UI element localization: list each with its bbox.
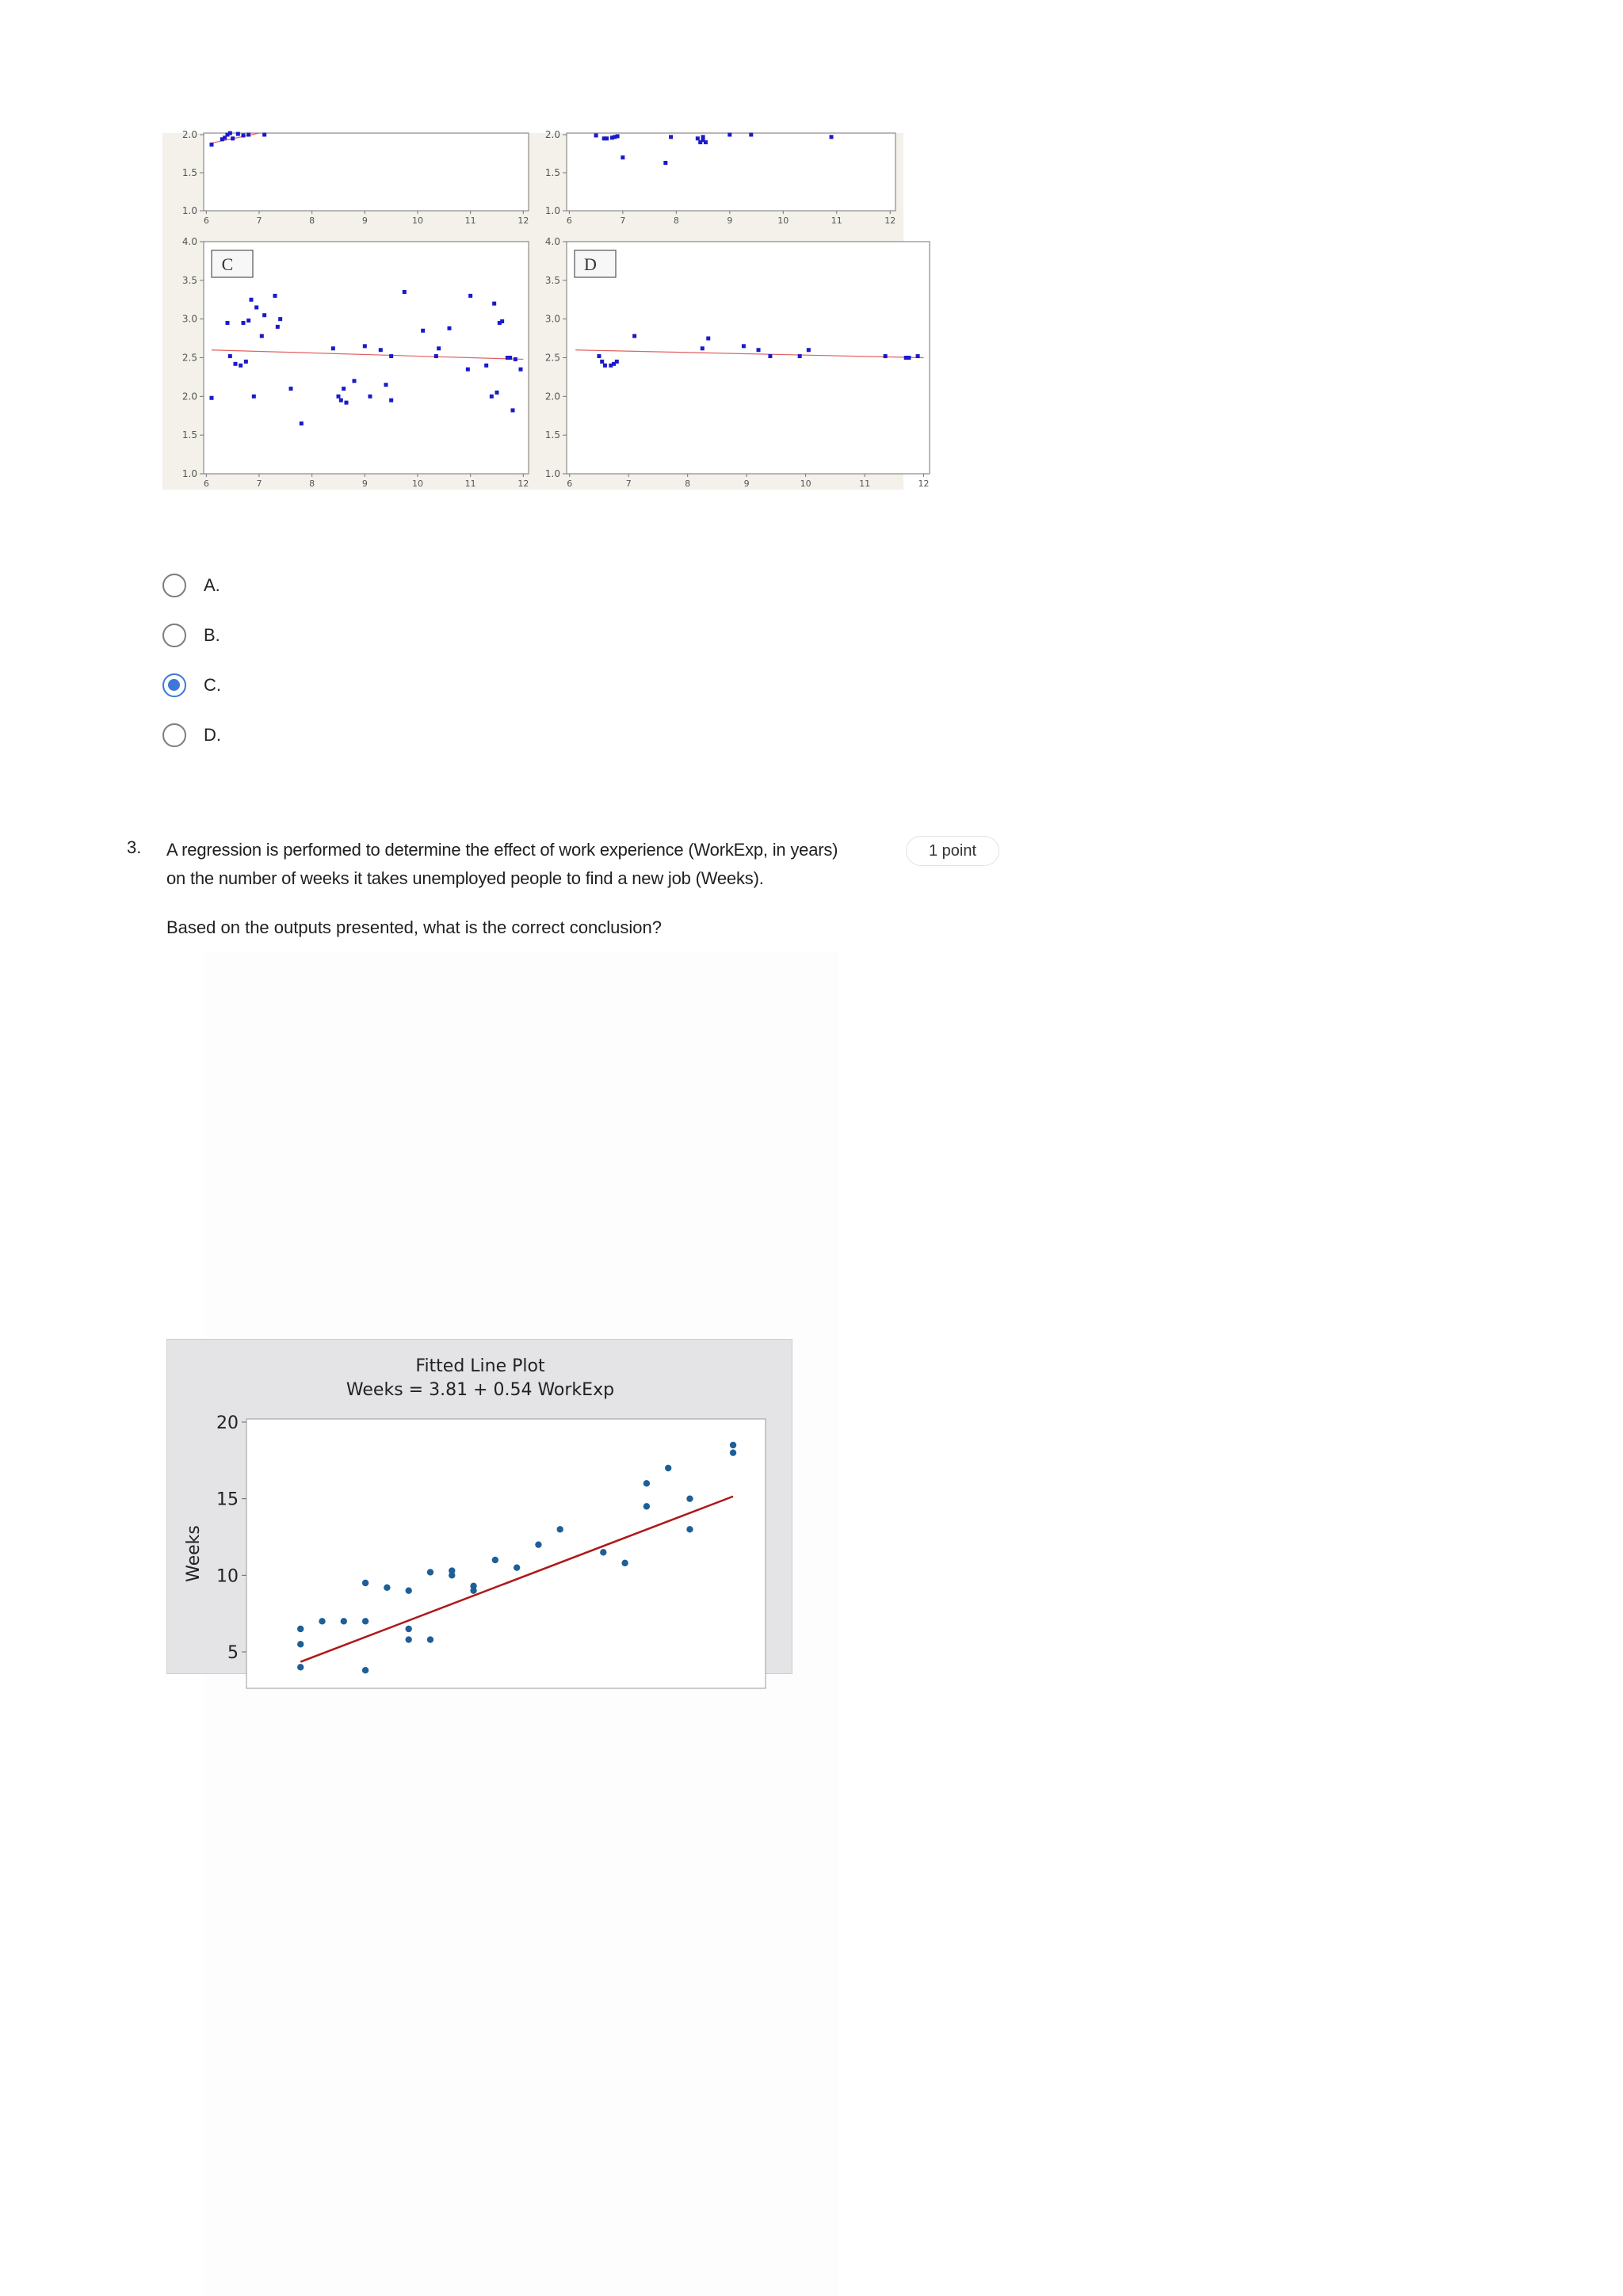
data-point bbox=[492, 1557, 498, 1563]
data-point bbox=[730, 1442, 736, 1448]
y-tick-label: 4.0 bbox=[181, 236, 197, 247]
data-point bbox=[273, 294, 277, 298]
data-point bbox=[605, 136, 609, 140]
data-point bbox=[669, 135, 673, 139]
data-point bbox=[643, 1480, 650, 1486]
data-point bbox=[250, 298, 254, 302]
data-point bbox=[484, 364, 488, 368]
data-point bbox=[514, 1564, 520, 1570]
data-point bbox=[665, 1465, 671, 1471]
x-tick-label: 7 bbox=[256, 215, 262, 226]
data-point bbox=[643, 1503, 650, 1509]
data-point bbox=[492, 302, 496, 306]
x-tick-label: 7 bbox=[256, 479, 262, 489]
y-tick-label: 1.0 bbox=[181, 468, 197, 479]
data-point bbox=[300, 421, 304, 425]
x-tick-label: 9 bbox=[361, 479, 368, 489]
scatter-panel-d bbox=[545, 236, 930, 489]
x-tick-label: 7 bbox=[620, 215, 626, 226]
data-point bbox=[242, 133, 246, 137]
data-point bbox=[260, 334, 264, 338]
data-point bbox=[557, 1526, 563, 1532]
x-tick-label: 11 bbox=[464, 479, 476, 489]
option-d-label: D. bbox=[204, 725, 221, 745]
chart-subtitle: Weeks = 3.81 + 0.54 WorkExp bbox=[346, 1380, 615, 1400]
y-tick-label: 2.5 bbox=[181, 352, 197, 364]
data-point bbox=[427, 1569, 433, 1575]
data-point bbox=[369, 395, 372, 399]
data-point bbox=[337, 395, 341, 399]
x-tick-label: 12 bbox=[918, 479, 930, 489]
data-point bbox=[226, 321, 230, 325]
data-point bbox=[379, 348, 383, 352]
x-tick-label: 6 bbox=[203, 215, 209, 226]
points-badge: 1 point bbox=[906, 836, 999, 866]
data-point bbox=[246, 318, 250, 322]
data-point bbox=[616, 134, 620, 138]
data-point bbox=[427, 1636, 433, 1642]
x-tick-label: 11 bbox=[464, 215, 476, 226]
option-c-label: C. bbox=[204, 675, 221, 695]
scatterplot-grid bbox=[162, 129, 930, 490]
data-point bbox=[600, 360, 604, 364]
fitted-line-plot-image bbox=[166, 1339, 792, 1674]
data-point bbox=[262, 313, 266, 317]
data-point bbox=[252, 395, 256, 399]
data-point bbox=[421, 329, 425, 333]
data-point bbox=[362, 1618, 369, 1624]
y-tick-label: 1.5 bbox=[544, 167, 560, 178]
option-c[interactable] bbox=[162, 670, 321, 700]
y-tick-label: 10 bbox=[216, 1566, 239, 1587]
y-tick-label: 5 bbox=[227, 1643, 239, 1663]
data-point bbox=[449, 1567, 455, 1573]
data-point bbox=[234, 362, 238, 366]
x-tick-label: 9 bbox=[727, 215, 733, 226]
question-text-line2: on the number of weeks it takes unemployed people to find a new job (Weeks). bbox=[166, 868, 764, 888]
data-point bbox=[686, 1495, 693, 1501]
data-point bbox=[600, 1549, 606, 1555]
data-point bbox=[297, 1664, 304, 1670]
question-prompt: Based on the outputs presented, what is the correct conclusion? bbox=[166, 917, 662, 937]
y-tick-label: 4.0 bbox=[544, 236, 560, 247]
y-tick-label: 3.0 bbox=[544, 313, 560, 325]
y-tick-label: 2.0 bbox=[181, 129, 197, 140]
data-point bbox=[490, 395, 494, 399]
question-number: 3. bbox=[127, 837, 142, 857]
data-point bbox=[236, 132, 240, 136]
data-point bbox=[244, 360, 248, 364]
y-tick-label: 2.0 bbox=[181, 391, 197, 402]
scatter-panel-0 bbox=[182, 129, 529, 226]
panel-label: C bbox=[221, 254, 234, 274]
x-tick-label: 8 bbox=[309, 215, 315, 226]
y-tick-label: 1.5 bbox=[181, 429, 197, 441]
plot-area bbox=[246, 1419, 766, 1688]
data-point bbox=[519, 368, 523, 372]
data-point bbox=[632, 334, 636, 338]
data-point bbox=[594, 133, 598, 137]
data-point bbox=[701, 346, 705, 350]
plot-area bbox=[567, 133, 896, 211]
data-point bbox=[615, 360, 619, 364]
data-point bbox=[470, 1583, 476, 1589]
scatterplot-grid-image bbox=[162, 129, 930, 490]
question-text bbox=[166, 836, 896, 893]
data-point bbox=[907, 356, 911, 360]
data-point bbox=[289, 387, 293, 391]
x-tick-label: 12 bbox=[517, 215, 529, 226]
plot-area bbox=[567, 242, 930, 474]
data-point bbox=[698, 140, 702, 144]
y-tick-label: 3.5 bbox=[181, 274, 197, 286]
data-point bbox=[916, 354, 920, 358]
plot-area bbox=[204, 133, 529, 211]
data-point bbox=[363, 344, 367, 348]
data-point bbox=[437, 346, 441, 350]
option-a[interactable] bbox=[162, 570, 321, 601]
y-tick-label: 3.5 bbox=[544, 274, 560, 286]
data-point bbox=[749, 133, 753, 137]
x-tick-label: 9 bbox=[743, 479, 750, 489]
data-point bbox=[686, 1526, 693, 1532]
data-point bbox=[389, 354, 393, 358]
radio-a[interactable] bbox=[162, 574, 186, 597]
data-point bbox=[603, 364, 607, 368]
data-point bbox=[621, 155, 624, 159]
data-point bbox=[405, 1626, 411, 1632]
data-point bbox=[331, 346, 335, 350]
data-point bbox=[597, 354, 601, 358]
x-tick-label: 11 bbox=[831, 215, 842, 226]
data-point bbox=[239, 364, 242, 368]
data-point bbox=[384, 1585, 390, 1591]
data-point bbox=[727, 133, 731, 137]
data-point bbox=[276, 325, 280, 329]
data-point bbox=[405, 1587, 411, 1593]
data-point bbox=[389, 399, 393, 402]
panel-label: D bbox=[584, 254, 597, 274]
x-tick-label: 10 bbox=[800, 479, 812, 489]
option-a-label: A. bbox=[204, 575, 220, 595]
option-b[interactable] bbox=[162, 620, 321, 650]
data-point bbox=[500, 319, 504, 323]
y-axis-label: Weeks bbox=[184, 1525, 204, 1582]
data-point bbox=[704, 140, 708, 144]
x-tick-label: 8 bbox=[673, 215, 679, 226]
data-point bbox=[262, 133, 266, 137]
y-tick-label: 2.0 bbox=[544, 129, 560, 140]
y-tick-label: 20 bbox=[216, 1413, 239, 1433]
radio-d[interactable] bbox=[162, 723, 186, 747]
data-point bbox=[210, 143, 214, 147]
data-point bbox=[231, 136, 235, 140]
data-point bbox=[706, 337, 710, 341]
x-tick-label: 8 bbox=[309, 479, 315, 489]
data-point bbox=[468, 294, 472, 298]
x-tick-label: 8 bbox=[685, 479, 691, 489]
data-point bbox=[757, 348, 761, 352]
x-tick-label: 10 bbox=[412, 215, 423, 226]
data-point bbox=[246, 133, 250, 137]
x-tick-label: 10 bbox=[777, 215, 789, 226]
data-point bbox=[405, 1636, 411, 1642]
data-point bbox=[495, 391, 499, 395]
data-point bbox=[254, 306, 258, 310]
data-point bbox=[319, 1618, 325, 1624]
data-point bbox=[511, 408, 515, 412]
x-tick-label: 6 bbox=[203, 479, 209, 489]
data-point bbox=[362, 1667, 369, 1673]
y-tick-label: 15 bbox=[216, 1489, 239, 1510]
data-point bbox=[535, 1541, 541, 1547]
y-tick-label: 1.0 bbox=[544, 205, 560, 216]
data-point bbox=[228, 132, 232, 135]
radio-c-selected[interactable] bbox=[162, 673, 186, 697]
y-tick-label: 2.5 bbox=[544, 352, 560, 364]
data-point bbox=[768, 354, 772, 358]
data-point bbox=[345, 401, 349, 405]
x-tick-label: 10 bbox=[412, 479, 423, 489]
x-tick-label: 9 bbox=[361, 215, 368, 226]
data-point bbox=[339, 399, 343, 402]
x-tick-label: 6 bbox=[567, 479, 573, 489]
data-point bbox=[807, 348, 811, 352]
data-point bbox=[434, 354, 438, 358]
data-point bbox=[297, 1641, 304, 1647]
data-point bbox=[466, 368, 470, 372]
scatter-panel-1 bbox=[545, 129, 896, 226]
question-text-line1: A regression is performed to determine the effect of work experience (WorkExp, in years) bbox=[166, 840, 838, 860]
x-tick-label: 6 bbox=[566, 215, 572, 226]
data-point bbox=[730, 1449, 736, 1455]
data-point bbox=[362, 1580, 369, 1586]
data-point bbox=[663, 161, 667, 165]
data-point bbox=[508, 356, 512, 360]
data-point bbox=[341, 1618, 347, 1624]
y-tick-label: 1.5 bbox=[544, 429, 560, 441]
data-point bbox=[228, 354, 232, 358]
data-point bbox=[278, 317, 282, 321]
data-point bbox=[830, 135, 834, 139]
data-point bbox=[742, 344, 746, 348]
radio-b[interactable] bbox=[162, 624, 186, 647]
data-point bbox=[342, 387, 346, 391]
data-point bbox=[621, 1560, 628, 1566]
data-point bbox=[242, 321, 246, 325]
data-point bbox=[514, 357, 517, 361]
data-point bbox=[403, 290, 407, 294]
chart-title: Fitted Line Plot bbox=[415, 1356, 545, 1376]
x-tick-label: 11 bbox=[859, 479, 871, 489]
y-tick-label: 1.5 bbox=[181, 167, 197, 178]
x-tick-label: 12 bbox=[884, 215, 896, 226]
data-point bbox=[384, 383, 388, 387]
scatter-panel-c bbox=[182, 236, 529, 489]
option-d[interactable] bbox=[162, 720, 321, 750]
data-point bbox=[696, 136, 700, 140]
data-point bbox=[884, 354, 888, 358]
y-tick-label: 3.0 bbox=[181, 313, 197, 325]
x-tick-label: 12 bbox=[517, 479, 529, 489]
data-point bbox=[798, 354, 802, 358]
data-point bbox=[353, 379, 357, 383]
data-point bbox=[448, 326, 452, 330]
y-tick-label: 1.0 bbox=[544, 468, 560, 479]
option-b-label: B. bbox=[204, 625, 220, 645]
y-tick-label: 1.0 bbox=[181, 205, 197, 216]
data-point bbox=[701, 135, 705, 139]
y-tick-label: 2.0 bbox=[544, 391, 560, 402]
fitted-line-plot bbox=[167, 1340, 793, 1675]
data-point bbox=[297, 1626, 304, 1632]
data-point bbox=[210, 396, 214, 400]
x-tick-label: 7 bbox=[625, 479, 632, 489]
